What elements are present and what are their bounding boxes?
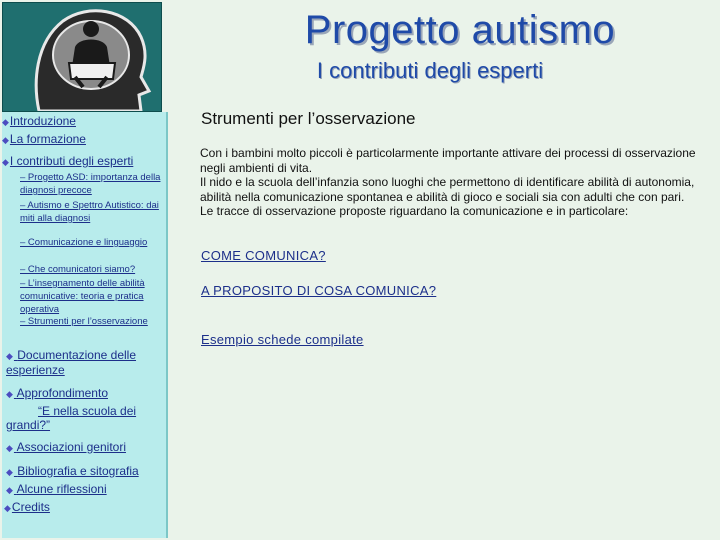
bullet-icon: ◆ (2, 157, 9, 167)
sidebar-item-label: Alcune riflessioni (16, 482, 107, 496)
a-proposito-link[interactable]: A PROPOSITO DI COSA COMUNICA? (201, 283, 437, 298)
sidebar-subitem-progetto-asd[interactable]: – Progetto ASD: importanza della diagnosi precoce (20, 172, 161, 196)
page-title: Progetto autismo (304, 8, 616, 52)
sidebar-item-label: Bibliografia e sitografia (17, 464, 139, 478)
sidebar-item-credits[interactable] (4, 500, 50, 515)
sidebar-item-scuola-grandi[interactable]: “E nella scuola dei grandi?” (6, 404, 137, 432)
bullet-icon: ◆ (6, 467, 13, 477)
bullet-icon: ◆ (2, 117, 9, 127)
sidebar-subitem-comunicazione[interactable]: – Comunicazione e linguaggio (20, 237, 148, 248)
sidebar-item-formazione[interactable] (2, 132, 86, 147)
sidebar-nav (2, 112, 168, 538)
sidebar-item-label: La formazione (9, 132, 86, 146)
logo-image (2, 2, 162, 112)
sidebar-subitem-comunicatori[interactable]: – Che comunicatori siamo? (20, 264, 136, 275)
bullet-icon: ◆ (6, 443, 13, 453)
sidebar-subitem-strumenti[interactable]: – Strumenti per l’osservazione (20, 316, 148, 327)
sidebar-item-label: I contributi degli esperti (9, 154, 134, 168)
sidebar-subitem-insegnamento[interactable]: – L’insegnamento delle abilità comunicative: teoria e pratica operativa (20, 278, 145, 315)
sidebar-item-riflessioni[interactable] (6, 482, 107, 497)
bullet-icon: ◆ (6, 485, 13, 495)
sidebar-item-introduzione[interactable] (2, 114, 76, 129)
child-silhouette-head-icon (3, 3, 161, 111)
sidebar-item-label: Associazioni genitori (16, 440, 126, 454)
page-subtitle: I contributi degli esperti (316, 58, 544, 83)
esempio-schede-link[interactable]: Esempio schede compilate (201, 332, 364, 347)
bullet-icon: ◆ (6, 389, 13, 399)
sidebar-item-label: Introduzione (9, 114, 76, 128)
sidebar-item-contributi[interactable] (2, 154, 133, 169)
body-paragraph: Con i bambini molto piccoli è particolarmente importante attivare dei processi di osservazione negli ambienti di vita. (200, 146, 696, 175)
sidebar-item-bibliografia[interactable] (6, 464, 139, 479)
section-body (200, 146, 705, 219)
sidebar-item-associazioni[interactable] (6, 440, 126, 455)
sidebar-item-approfondimento[interactable] (6, 386, 108, 401)
sidebar-subitem-autismo-spettro[interactable]: – Autismo e Spettro Autistico: dai miti alla diagnosi (20, 200, 159, 224)
bullet-icon: ◆ (2, 135, 9, 145)
section-heading: Strumenti per l’osservazione (201, 109, 416, 128)
sidebar-item-label: Documentazione delle esperienze (6, 348, 137, 377)
bullet-icon: ◆ (4, 503, 11, 513)
sidebar-item-documentazione[interactable] (6, 348, 156, 377)
header (0, 0, 720, 104)
bullet-icon: ◆ (6, 351, 13, 361)
sidebar-item-label: Credits (11, 500, 50, 514)
body-paragraph: Le tracce di osservazione proposte riguardano la comunicazione e in particolare: (200, 204, 629, 218)
sidebar-item-label: Approfondimento (16, 386, 108, 400)
come-comunica-link[interactable]: COME COMUNICA? (201, 248, 326, 263)
body-paragraph: Il nido e la scuola dell’infanzia sono luoghi che permettono di identificare abilità di autonomia, abilità nella comunicazione spontanea e abilità di gioco e sociali sia con adulti che con pari. (200, 175, 695, 204)
